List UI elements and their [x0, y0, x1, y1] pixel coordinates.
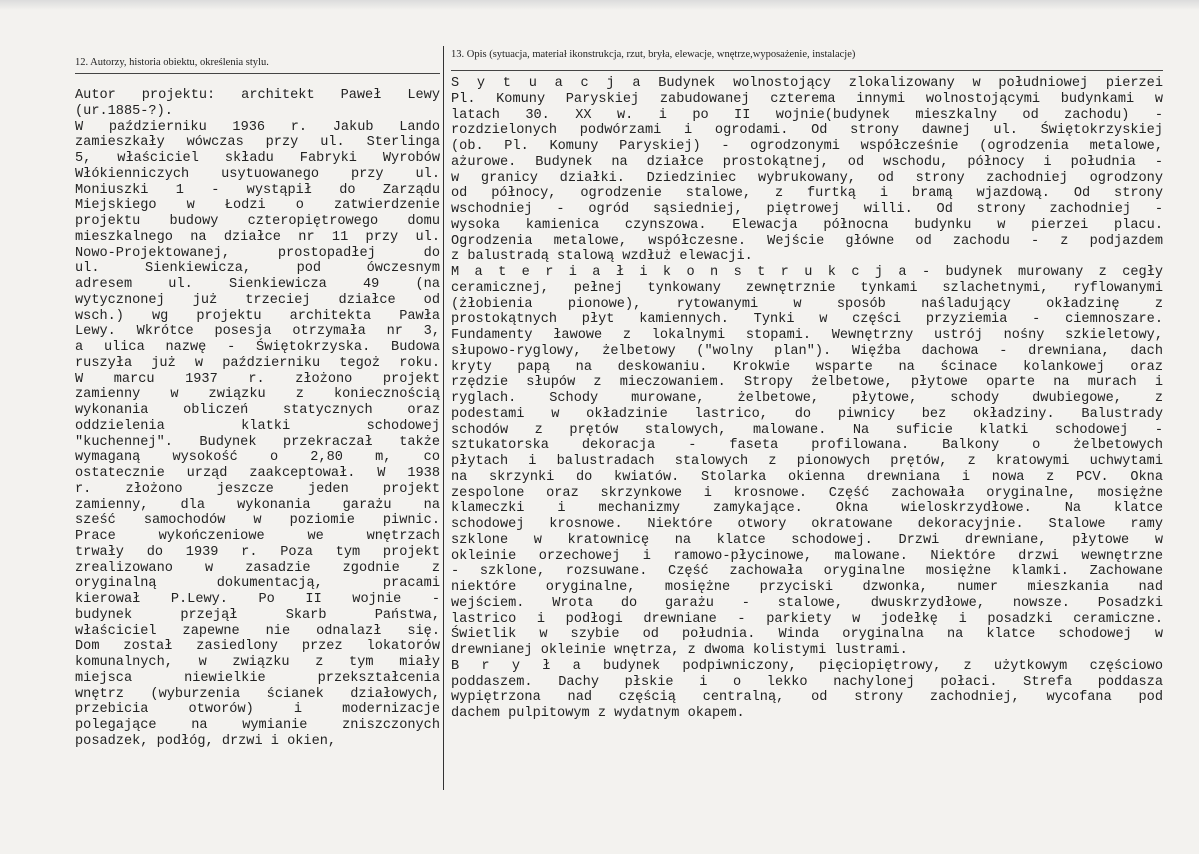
text-line: dachem pulpitowym z wydatnym okapem. [451, 706, 745, 721]
left-column [75, 56, 440, 750]
text-line: od północy, ogrodzenie stalowe, z furtką i bramą wjazdową. Od strony [451, 186, 1163, 202]
text-line: Dom został zasiedlony przez lokatorów [75, 639, 440, 655]
right-column-header: 13. Opis (sytuacja, materiał ikonstrukcja, rzut, bryła, elewacje, wnętrze,wyposażenie, instalacje) [451, 48, 1163, 71]
text-line: sześć samochodów w poziomie piwnic. [75, 513, 440, 529]
text-line: wymaganą wysokość o 2,80 m, co [75, 450, 440, 466]
text-line: w granicy działki. Dziedziniec wybrukowany, od strony zachodniej ogrodzony [451, 170, 1163, 186]
text-line: a ulica nazwę - Świętokrzyska. Budowa [75, 340, 440, 355]
text-line: Lewy. Wkrótce posesja otrzymała nr 3, [75, 324, 440, 340]
text-line: posadzek, podłóg, drzwi i okien, [75, 733, 337, 749]
text-line: poddaszem. Dachy płskie i o lekko nachylonej połaci. Strefa poddasza [451, 674, 1163, 690]
text-line: płytach i balustradach stalowych z pionowych prętów, z kratowymi uchwytami [451, 454, 1163, 469]
text-line: lastrico i podłogi drewniane - parkiety w jodełkę i posadzki ceramiczne. [451, 611, 1163, 627]
text-line: (żłobienia pionowe), rytowanymi w sposób naśladujący okładzinę z [451, 296, 1163, 312]
left-column-header: 12. Autorzy, historia obiektu, określenia stylu. [75, 56, 440, 74]
text-line: wschodniej - ogród sąsiedniej, piętrowej willi. Od strony zachodniej - [451, 202, 1163, 217]
text-line: ruszyła już w październiku tegoż roku. [75, 355, 440, 371]
text-line: klameczki i mechanizmy zamykające. Okna wieloskrzydłowe. Na klatce [451, 501, 1163, 517]
text-line: wypiętrzona nad częścią centralną, od strony zachodniej, wycofana pod [451, 690, 1163, 706]
text-line: wsch.) wg projektu architekta Pawła [75, 308, 440, 324]
text-line: W marcu 1937 r. złożono projekt [75, 371, 440, 387]
text-line: wytycznonej już trzeciej działce od [75, 292, 440, 308]
right-column [451, 48, 1163, 722]
text-line: okleinie orzechowej i ramowo-płycinowe, malowane. Niektóre drzwi wewnętrzne [451, 548, 1163, 564]
text-line: podestami w okładzinie lastrico, do piwnicy bez okładziny. Balustrady [451, 406, 1163, 422]
text-line: Nowo-Projektowanej, prostopadłej do [75, 245, 440, 261]
text-line: sztukatorska dekoracja - faseta profilowana. Balkony o żelbetowych [451, 438, 1163, 454]
text-line: Pl. Komuny Paryskiej zabudowanej czterema innymi wolnostojącymi budynkami w [451, 91, 1163, 107]
right-column-text [451, 76, 1163, 722]
text-line: trwały do 1939 r. Poza tym projekt [75, 544, 440, 560]
text-line: Miejskiego w Łodzi o zatwierdzenie [75, 198, 440, 214]
text-line: S y t u a c j a Budynek wolnostojący zlokalizowany w południowej pierzei [451, 76, 1163, 91]
text-line: M a t e r i a ł i k o n s t r u k c j a - budynek murowany z cegły [451, 265, 1163, 280]
text-line: adresem ul. Sienkiewicza 49 (na [75, 277, 440, 292]
text-line: oryginalną dokumentacją, pracami [75, 576, 440, 592]
text-line: rzędzie słupów z mieczowaniem. Stropy żelbetowe, płytowe oparte na murach i [451, 375, 1163, 391]
text-line: ryglach. Schody murowane, żelbetowe, płytowe, schody dwubiegowe, z [451, 391, 1163, 406]
text-line: ostatecznie urząd zaakceptował. W 1938 [75, 466, 440, 481]
text-line: kierował P.Lewy. Po II wojnie - [75, 592, 440, 607]
text-line: mieszkalnego na działce nr 11 przy ul. [75, 229, 440, 245]
text-line: Świetlik w szybie od południa. Winda oryginalna na klatce schodowej w [451, 627, 1163, 643]
text-line: schodów z prętów stalowych, malowane. Na suficie klatki schodowej - [451, 422, 1163, 438]
scan-top-edge [0, 0, 1199, 10]
text-line: przebicia otworów) i modernizacje [75, 702, 440, 718]
text-line: zamienny w związku z koniecznością [75, 387, 440, 403]
text-line: ceramicznej, pełnej tynkowany zewnętrznie tynkami szlachetnymi, ryflowanymi [451, 280, 1163, 296]
text-line: słupowo-ryglowy, żelbetowy ("wolny plan"). Więźba dachowa - drewniana, dach [451, 343, 1163, 359]
text-line: właściciel zapewne nie odnalazł się. [75, 623, 440, 639]
text-line: zamieszkały wówczas przy ul. Sterlinga [75, 135, 440, 151]
text-line: ul. Sienkiewicza, pod ówczesnym [75, 261, 440, 277]
text-line: miejsca niewielkie przekształcenia [75, 670, 440, 686]
text-line: polegające na wymianie zniszczonych [75, 718, 440, 733]
text-line: rozdzielonych podwórzami i ogrodami. Od strony dawnej ul. Świętokrzyskiej [451, 123, 1163, 139]
text-line: (ob. Pl. Komuny Paryskiej) - ogrodzonymi współcześnie (ogrodzenia metalowe, [451, 139, 1163, 154]
text-line: wnętrz (wyburzenia ścianek działowych, [75, 686, 440, 702]
text-line: r. złożono jeszcze jeden projekt [75, 481, 440, 497]
text-line: Autor projektu: architekt Paweł Lewy [75, 88, 440, 103]
text-line: zespolone oraz skrzynkowe i krosnowe. Część zachowała oryginalne, mosiężne [451, 485, 1163, 501]
text-line: wysoka kamienica czynszowa. Elewacja północna budynku w pierzei placu. [451, 217, 1163, 233]
text-line: Moniuszki 1 - wystąpił do Zarządu [75, 182, 440, 198]
text-line: ażurowe. Budynek na działce prostokątnej, od wschodu, północy i południa - [451, 154, 1163, 170]
text-line: latach 30. XX w. i po II wojnie(budynek mieszkalny od zachodu) - [451, 107, 1163, 123]
text-line: wykonania obliczeń statycznych oraz [75, 403, 440, 418]
text-line: Włókienniczych usytuowanego przy ul. [75, 166, 440, 182]
left-column-text [75, 88, 440, 750]
text-line: oddzielenia klatki schodowej [75, 418, 440, 434]
text-line: projektu budowy czteropiętrowego domu [75, 214, 440, 229]
text-line: B r y ł a budynek podpiwniczony, pięciopiętrowy, z użytkowym częściowo [451, 658, 1163, 674]
text-line: zrealizowano w zasadzie zgodnie z [75, 560, 440, 576]
text-line: W październiku 1936 r. Jakub Lando [75, 119, 440, 135]
text-line: - szklone, rozsuwane. Część zachowała oryginalne mosiężne klamki. Zachowane [451, 564, 1163, 580]
column-divider [443, 46, 444, 790]
text-line: wejściem. Wrota do garażu - stalowe, dwuskrzydłowe, nowsze. Posadzki [451, 595, 1163, 611]
text-line: na skrzynki do kwiatów. Stolarka okienna drewniana i nowa z PCV. Okna [451, 469, 1163, 485]
text-line: 5, właściciel składu Fabryki Wyrobów [75, 151, 440, 166]
text-line: prostokątnych płyt kamiennych. Tynki w części przyziemia - ciemnoszare. [451, 312, 1163, 328]
text-line: Prace wykończeniowe we wnętrzach [75, 529, 440, 544]
text-line: komunalnych, w związku z tym miały [75, 655, 440, 670]
text-line: z balustradą stalową wzdłuż elewacji. [451, 249, 753, 265]
text-line: "kuchennej". Budynek przekraczał także [75, 434, 440, 450]
text-line: schodowej krosnowe. Niektóre otwory okratowane dekoracyjnie. Stalowe ramy [451, 517, 1163, 532]
text-line: niektóre oryginalne, mosiężne przyciski dzwonka, numer mieszkania nad [451, 580, 1163, 595]
text-line: kryty papą na deskowaniu. Krokwie wsparte na ścinace kolankowej oraz [451, 359, 1163, 375]
text-line: drewnianej okleinie wnętrza, z dwoma kolistymi lustrami. [451, 643, 908, 658]
text-line: (ur.1885-?). [75, 103, 173, 119]
text-line: budynek przejął Skarb Państwa, [75, 607, 440, 623]
text-line: zamienny, dla wykonania garażu na [75, 497, 440, 513]
text-line: Fundamenty ławowe z lokalnymi stopami. Wewnętrzny ustrój nośny szkieletowy, [451, 328, 1163, 343]
text-line: Ogrodzenia metalowe, współczesne. Wejście główne od zachodu - z podjazdem [451, 233, 1163, 249]
text-line: szklone w kratownicę na klatce schodowej. Drzwi drewniane, płytowe w [451, 532, 1163, 548]
